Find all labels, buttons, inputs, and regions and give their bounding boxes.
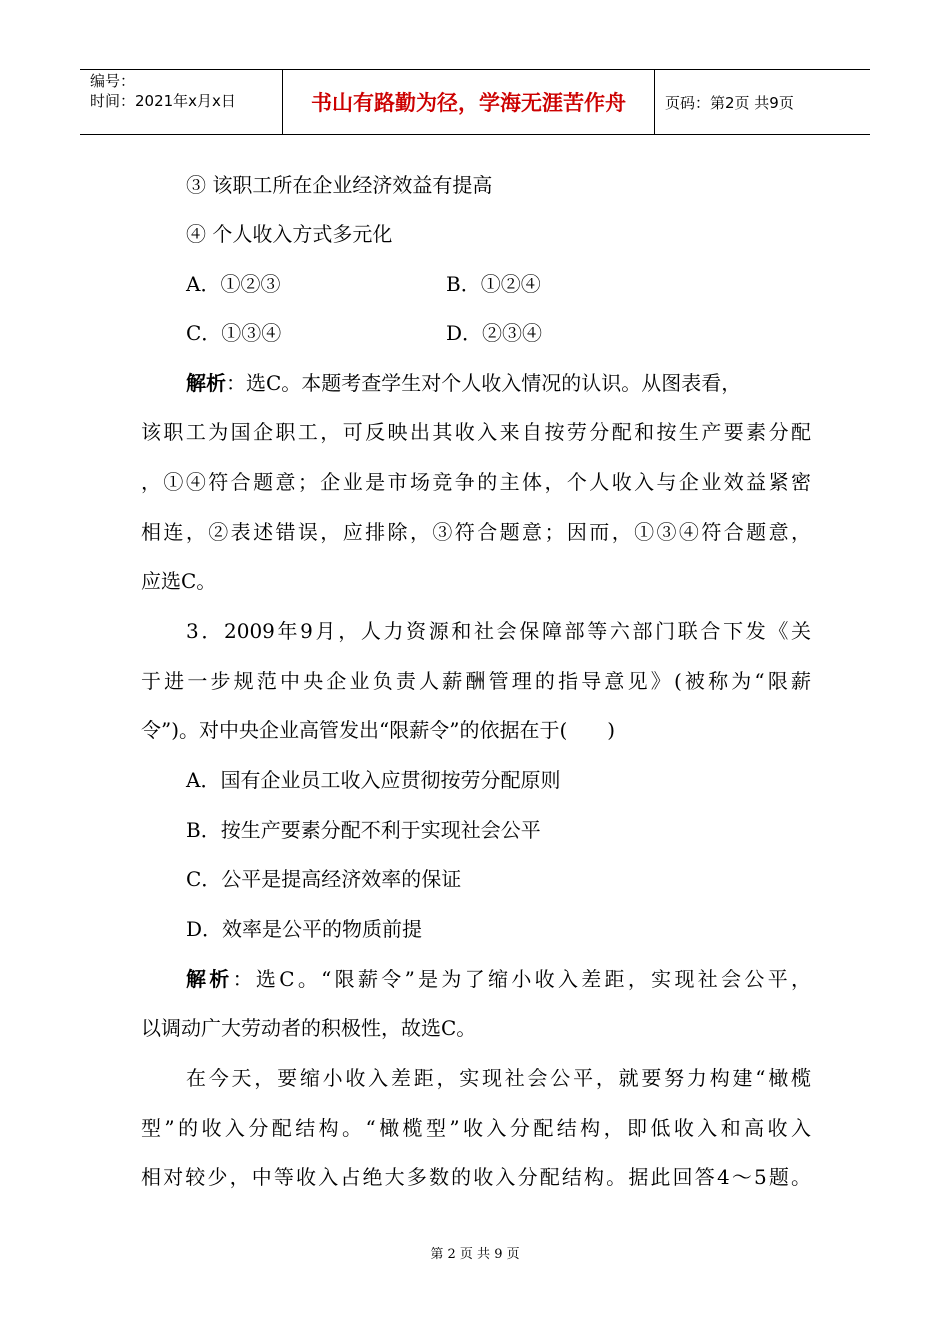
q3-stem-line: 3．2009年9月，人力资源和社会保障部等六部门联合下发《关	[186, 619, 811, 643]
intro-line: 在今天，要缩小收入差距，实现社会公平，就要努力构建“橄榄	[186, 1066, 811, 1090]
header-meta-cell	[80, 70, 283, 134]
motto: 书山有路勤为径，学海无涯苦作舟	[311, 91, 626, 115]
header-motto-cell	[283, 70, 655, 134]
q3-stem-line: 于进一步规范中央企业负责人薪酬管理的指导意见》(被称为“限薪	[141, 669, 811, 693]
q2-option-a: A．①②③	[186, 272, 281, 296]
statement-4: ④ 个人收入方式多元化	[186, 222, 393, 246]
page-footer: 第 2 页 共 9 页	[430, 1247, 520, 1262]
q2-option-d: D．②③④	[446, 321, 543, 345]
intro-line: 相对较少，中等收入占绝大多数的收入分配结构。据此回答4～5题。	[141, 1165, 811, 1189]
statement-3: ③ 该职工所在企业经济效益有提高	[186, 173, 493, 197]
q3-analysis-line: 以调动广大劳动者的积极性，故选C。	[141, 1016, 477, 1040]
q3-stem-line: 令”)。对中央企业高管发出“限薪令”的依据在于( )	[141, 718, 616, 742]
page-info: 页码：第2页 共9页	[665, 93, 794, 112]
time-label: 时间：2021年x月x日	[90, 92, 236, 110]
analysis-label: 解析	[186, 371, 226, 395]
analysis-label: 解析	[186, 967, 233, 991]
q3-option-c: C．公平是提高经济效率的保证	[186, 867, 462, 891]
serial-label: 编号：	[90, 72, 136, 90]
q3-analysis-text: ：选C。“限薪令”是为了缩小收入差距，实现社会公平，	[232, 967, 811, 991]
q2-analysis-line: 该职工为国企职工，可反映出其收入来自按劳分配和按生产要素分配	[141, 420, 811, 444]
q2-analysis-text: ：选C。本题考查学生对个人收入情况的认识。从图表看，	[226, 371, 742, 395]
page-header	[80, 69, 870, 135]
q2-analysis-line: ，①④符合题意；企业是市场竞争的主体，个人收入与企业效益紧密	[141, 470, 811, 494]
q3-option-d: D．效率是公平的物质前提	[186, 917, 423, 941]
q3-option-b: B．按生产要素分配不利于实现社会公平	[186, 818, 541, 842]
q3-analysis-line	[186, 966, 811, 992]
q2-analysis-line: 应选C。	[141, 569, 217, 593]
q2-option-b: B．①②④	[446, 272, 541, 296]
q2-analysis-line: 相连，②表述错误，应排除，③符合题意；因而，①③④符合题意，	[141, 520, 811, 544]
intro-line: 型”的收入分配结构。“橄榄型”收入分配结构，即低收入和高收入	[141, 1116, 811, 1140]
q2-analysis-line	[186, 370, 741, 396]
q3-option-a: A．国有企业员工收入应贯彻按劳分配原则	[186, 768, 561, 792]
q2-option-c: C．①③④	[186, 321, 282, 345]
